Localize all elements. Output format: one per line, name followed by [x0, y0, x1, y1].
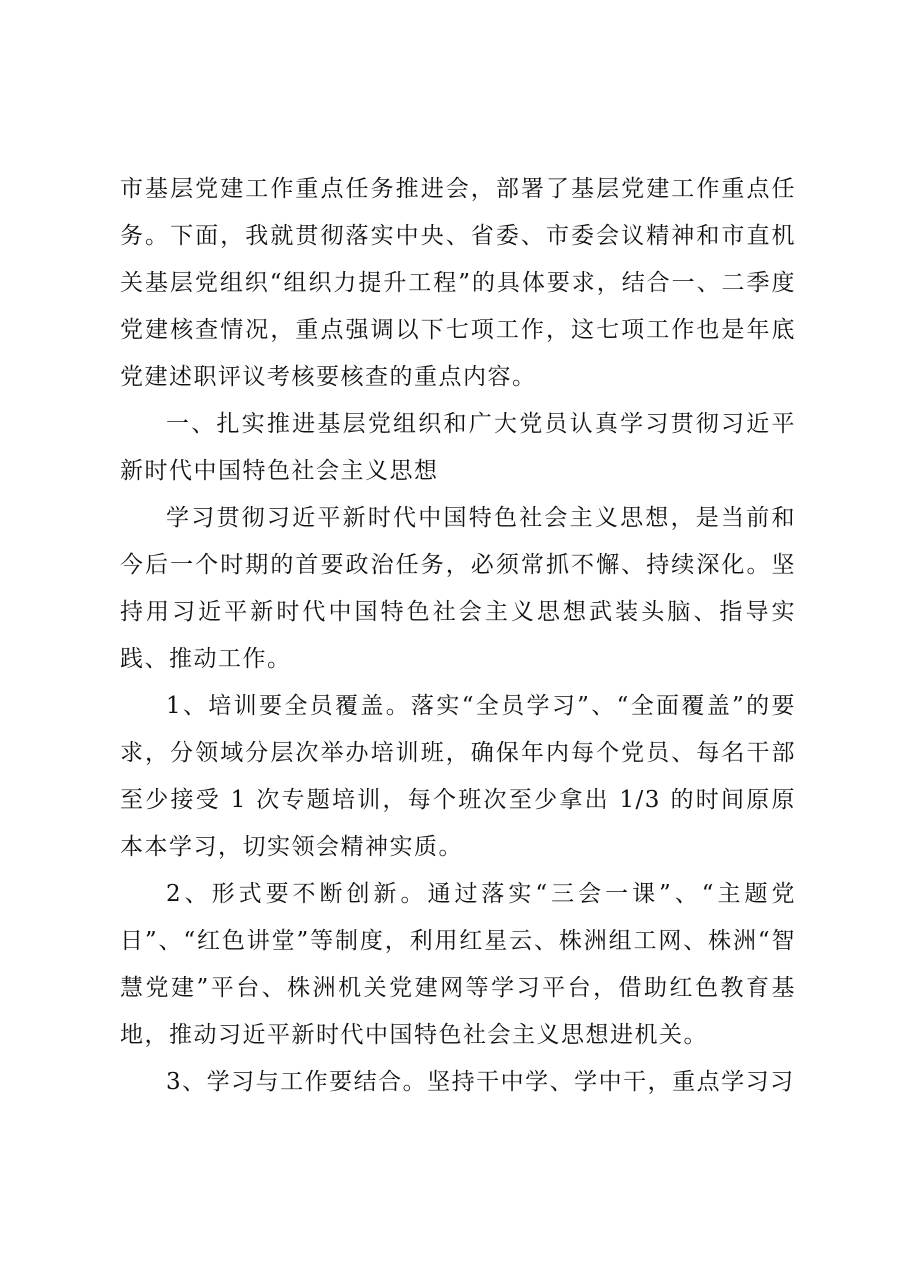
- document-body: [120, 166, 796, 1106]
- paragraph: 市基层党建工作重点任务推进会，部署了基层党建工作重点任务。下面，我就贯彻落实中央、省委、市委会议精神和市直机关基层党组织“组织力提升工程”的具体要求，结合一、二季度党建核查情况，重点强调以下七项工作，这七项工作也是年底党建述职评议考核要核查的重点内容。: [120, 176, 796, 390]
- paragraph: 1、培训要全员覆盖。落实“全员学习”、“全面覆盖”的要求，分领域分层次举办培训班，确保年内每个党员、每名干部至少接受 1 次专题培训，每个班次至少拿出 1/3 的时间原原本本学习，切实领会精神实质。: [120, 693, 796, 860]
- paragraph: 3、学习与工作要结合。坚持干中学、学中干，重点学习习: [166, 1069, 795, 1095]
- section-heading: 一、扎实推进基层党组织和广大党员认真学习贯彻习近平新时代中国特色社会主义思想: [120, 411, 796, 484]
- paragraph: 学习贯彻习近平新时代中国特色社会主义思想，是当前和今后一个时期的首要政治任务，必须常抓不懈、持续深化。坚持用习近平新时代中国特色社会主义思想武装头脑、指导实践、推动工作。: [120, 505, 796, 672]
- paragraph: 2、形式要不断创新。通过落实“三会一课”、“主题党日”、“红色讲堂”等制度，利用红星云、株洲组工网、株洲“智慧党建”平台、株洲机关党建网等学习平台，借助红色教育基地，推动习近平新时代中国特色社会主义思想进机关。: [120, 881, 796, 1048]
